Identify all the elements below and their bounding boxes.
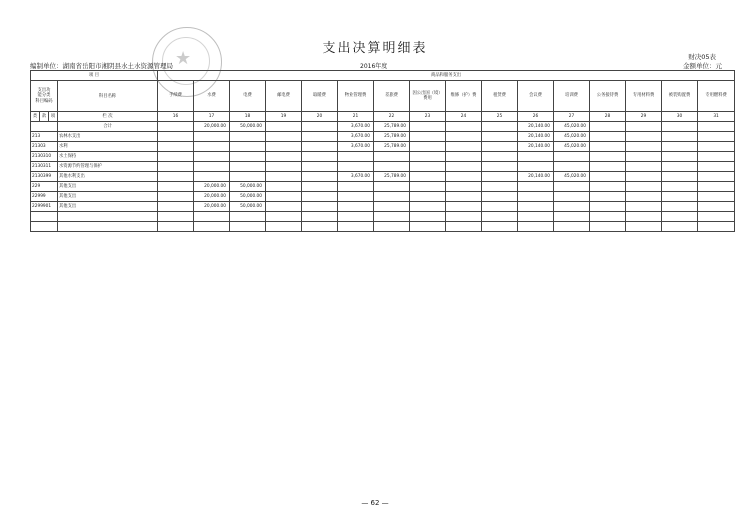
amount-cell [266,142,302,152]
form-code: 财决05表 [688,53,716,61]
column-header: 因公出国（境）费用 [410,81,446,112]
amount-cell [302,192,338,202]
amount-cell [518,212,554,222]
column-header: 差旅费 [374,81,410,112]
expenditure-detail-table [30,70,735,232]
column-number: 28 [590,112,626,122]
amount-cell [194,212,230,222]
amount-cell: 50,000.00 [230,192,266,202]
column-number: 18 [230,112,266,122]
func-class-header [31,81,58,112]
amount-cell [194,162,230,172]
amount-cell [230,172,266,182]
column-number: 26 [518,112,554,122]
table-row [31,162,735,172]
amount-cell [482,192,518,202]
column-header: 培训费 [554,81,590,112]
table-row [31,172,735,182]
table-row [31,152,735,162]
column-number: 25 [482,112,518,122]
amount-cell [518,222,554,232]
amount-cell [554,222,590,232]
amount-cell [446,142,482,152]
amount-cell [158,202,194,212]
amount-cell [338,162,374,172]
amount-cell [410,192,446,202]
table-row [31,222,735,232]
column-header: 公务接待费 [590,81,626,112]
column-header: 会议费 [518,81,554,112]
func-class-line: 科目编码 [35,98,53,104]
page-title: 支出决算明细表 [322,41,428,56]
amount-cell [698,172,735,182]
column-number: 31 [698,112,735,122]
amount-cell [410,202,446,212]
amount-cell [554,192,590,202]
amount-cell [698,222,735,232]
amount-cell: 25,789.00 [374,142,410,152]
amount-cell [338,212,374,222]
amount-cell: 45,020.00 [554,132,590,142]
amount-cell [698,202,735,212]
lanci-header: 栏 次 [58,112,158,122]
column-number: 29 [626,112,662,122]
amount-cell [266,172,302,182]
column-number: 22 [374,112,410,122]
amount-cell [338,202,374,212]
amount-cell [410,212,446,222]
column-header: 手续费 [158,81,194,112]
amount-cell [554,212,590,222]
amount-cell [482,182,518,192]
subject-name: 其他支出 [58,182,158,192]
amount-cell [158,182,194,192]
amount-cell [230,162,266,172]
amount-cell [626,182,662,192]
amount-cell [158,132,194,142]
amount-cell: 20,000.00 [194,182,230,192]
amount-cell [338,152,374,162]
amount-cell [662,172,698,182]
amount-cell [194,152,230,162]
goods-services-header: 商品和服务支出 [158,71,735,81]
amount-cell [374,162,410,172]
page-number: — 62 — [361,499,389,507]
amount-cell: 20,140.00 [518,132,554,142]
amount-cell [446,192,482,202]
column-header: 租赁费 [482,81,518,112]
amount-cell [590,182,626,192]
amount-cell: 45,020.00 [554,142,590,152]
amount-cell: 20,000.00 [194,202,230,212]
amount-cell [626,222,662,232]
amount-cell [230,142,266,152]
amount-cell [302,122,338,132]
amount-cell [662,142,698,152]
amount-cell: 50,000.00 [230,202,266,212]
amount-cell [374,202,410,212]
amount-cell [158,172,194,182]
amount-cell [410,182,446,192]
amount-cell [662,132,698,142]
amount-cell [374,182,410,192]
column-number: 17 [194,112,230,122]
kuan-header: 类 [31,112,40,122]
amount-cell [554,182,590,192]
amount-cell [662,202,698,212]
amount-cell [266,152,302,162]
subject-code: 2130310 [31,152,58,162]
amount-cell [158,142,194,152]
column-number: 23 [410,112,446,122]
amount-cell [662,182,698,192]
amount-cell [302,162,338,172]
column-header: 电费 [230,81,266,112]
column-header: 专用燃料费 [698,81,735,112]
column-header: 专用材料费 [626,81,662,112]
subject-name-header: 科目名称 [58,81,158,112]
subject-name: 其他水利支出 [58,172,158,182]
amount-cell [554,202,590,212]
amount-unit: 金额单位：元 [683,62,722,70]
amount-cell: 25,789.00 [374,132,410,142]
amount-cell [194,132,230,142]
amount-cell [158,192,194,202]
amount-cell [266,202,302,212]
amount-cell [230,222,266,232]
amount-cell [446,182,482,192]
amount-cell [518,182,554,192]
column-number: 19 [266,112,302,122]
column-number: 30 [662,112,698,122]
table-row [31,122,735,132]
amount-cell [410,122,446,132]
amount-cell [446,132,482,142]
amount-cell [482,122,518,132]
amount-cell [266,132,302,142]
amount-cell [158,122,194,132]
subject-name [58,222,158,232]
subject-code [31,222,58,232]
amount-cell [590,152,626,162]
subject-code [31,212,58,222]
amount-cell [446,122,482,132]
amount-cell [266,212,302,222]
amount-cell [302,212,338,222]
amount-cell: 20,000.00 [194,122,230,132]
amount-cell [698,212,735,222]
subject-code: 21303 [31,142,58,152]
subject-name: 农林水支出 [58,132,158,142]
subject-code: 213 [31,132,58,142]
amount-cell: 45,020.00 [554,172,590,182]
amount-cell [698,182,735,192]
table-row [31,182,735,192]
amount-cell: 20,000.00 [194,192,230,202]
amount-cell [626,132,662,142]
amount-cell [482,162,518,172]
amount-cell [626,172,662,182]
amount-cell [590,132,626,142]
amount-cell [590,122,626,132]
amount-cell [374,222,410,232]
amount-cell [302,172,338,182]
subject-name [58,212,158,222]
column-number: 16 [158,112,194,122]
amount-cell [482,142,518,152]
subject-name: 合计 [58,122,158,132]
amount-cell: 20,140.00 [518,172,554,182]
column-header: 取暖费 [302,81,338,112]
amount-cell [698,162,735,172]
column-number: 24 [446,112,482,122]
amount-cell [590,162,626,172]
amount-cell [662,122,698,132]
table-row [31,212,735,222]
subject-name: 水资源节约管理与保护 [58,162,158,172]
amount-cell: 25,789.00 [374,122,410,132]
amount-cell [626,152,662,162]
table-row [31,202,735,212]
amount-cell [590,172,626,182]
amount-cell [626,192,662,202]
amount-cell: 20,140.00 [518,122,554,132]
amount-cell [302,142,338,152]
amount-cell [158,212,194,222]
amount-cell: 50,000.00 [230,122,266,132]
table-row [31,192,735,202]
amount-cell [374,192,410,202]
amount-cell [410,152,446,162]
amount-cell: 50,000.00 [230,182,266,192]
amount-cell [482,172,518,182]
amount-cell [662,212,698,222]
amount-cell [446,172,482,182]
amount-cell [194,222,230,232]
amount-cell [410,162,446,172]
amount-cell [410,172,446,182]
amount-cell [230,152,266,162]
amount-cell [662,152,698,162]
amount-cell [302,202,338,212]
subject-name: 其他支出 [58,192,158,202]
subject-code [31,122,58,132]
amount-cell [554,152,590,162]
subject-name: 水土保持 [58,152,158,162]
amount-cell [662,162,698,172]
amount-cell [482,222,518,232]
amount-cell [482,212,518,222]
amount-cell: 3,670.00 [338,172,374,182]
amount-cell [626,142,662,152]
amount-cell: 3,670.00 [338,122,374,132]
amount-cell [626,162,662,172]
func-class-line: 支出功 [37,87,51,93]
amount-cell [194,142,230,152]
amount-cell [662,222,698,232]
amount-cell [482,132,518,142]
amount-cell [554,162,590,172]
amount-cell [230,132,266,142]
column-number: 27 [554,112,590,122]
amount-cell [194,172,230,182]
amount-cell [410,222,446,232]
amount-cell [302,222,338,232]
column-header: 物业管理费 [338,81,374,112]
amount-cell [590,222,626,232]
amount-cell [698,152,735,162]
amount-cell: 20,140.00 [518,142,554,152]
xiang-header: 项 [49,112,58,122]
fiscal-year: 2016年度 [360,63,388,70]
amount-cell [374,152,410,162]
amount-cell [662,192,698,202]
subject-code: 2299901 [31,202,58,212]
amount-cell: 25,789.00 [374,172,410,182]
amount-cell [302,152,338,162]
amount-cell [410,142,446,152]
amount-cell [698,122,735,132]
subject-code: 229 [31,182,58,192]
amount-cell [374,212,410,222]
amount-cell: 45,020.00 [554,122,590,132]
func-class-line: 能分类 [37,93,51,99]
amount-cell [410,132,446,142]
amount-cell [446,152,482,162]
amount-cell [158,222,194,232]
amount-cell [302,132,338,142]
project-header: 项 目 [31,71,158,81]
column-header: 邮电费 [266,81,302,112]
amount-cell [158,162,194,172]
table-row [31,142,735,152]
amount-cell [590,142,626,152]
column-number: 20 [302,112,338,122]
amount-cell [302,182,338,192]
amount-cell [518,202,554,212]
amount-cell [158,152,194,162]
column-number: 21 [338,112,374,122]
subject-name: 水利 [58,142,158,152]
amount-cell [482,202,518,212]
amount-cell [266,162,302,172]
amount-cell [446,222,482,232]
amount-cell [626,212,662,222]
amount-cell [230,212,266,222]
amount-cell [338,192,374,202]
amount-cell [518,152,554,162]
amount-cell [446,212,482,222]
column-header: 维修（护）费 [446,81,482,112]
amount-cell: 3,670.00 [338,142,374,152]
amount-cell [338,222,374,232]
subject-code: 2130399 [31,172,58,182]
lei-header: 款 [40,112,49,122]
amount-cell [266,182,302,192]
amount-cell [698,132,735,142]
amount-cell [698,142,735,152]
amount-cell [338,182,374,192]
amount-cell [266,122,302,132]
amount-cell [518,162,554,172]
amount-cell [266,222,302,232]
amount-cell: 3,670.00 [338,132,374,142]
amount-cell [482,152,518,162]
amount-cell [590,192,626,202]
column-header: 被装购置费 [662,81,698,112]
column-header: 水费 [194,81,230,112]
amount-cell [626,122,662,132]
subject-name: 其他支出 [58,202,158,212]
amount-cell [698,192,735,202]
amount-cell [590,202,626,212]
amount-cell [446,162,482,172]
subject-code: 2130311 [31,162,58,172]
amount-cell [446,202,482,212]
amount-cell [590,212,626,222]
compiling-unit: 编制单位：湖南省岳阳市湘阴县水土水资源管理局 [30,62,173,70]
amount-cell [266,192,302,202]
amount-cell [518,192,554,202]
seal-star-icon: ★ [175,48,192,69]
table-row [31,132,735,142]
subject-code: 22999 [31,192,58,202]
amount-cell [626,202,662,212]
